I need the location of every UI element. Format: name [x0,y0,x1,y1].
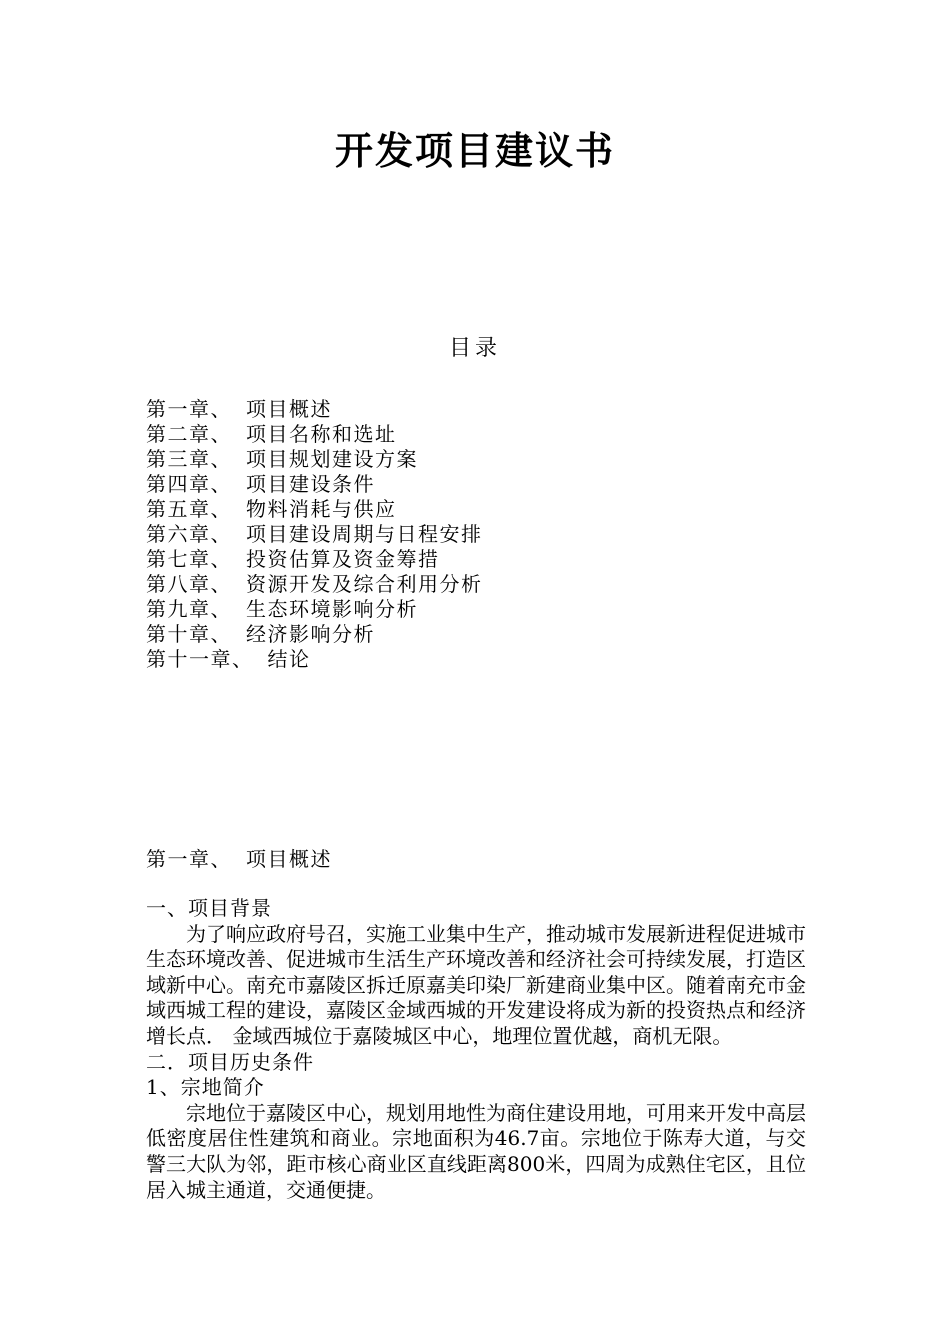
toc-item [146,472,483,497]
toc-item-number: 第二章、 [146,422,232,446]
toc-item-number: 第十一章、 [146,647,254,671]
toc-item-title: 资源开发及综合利用分析 [246,572,483,596]
toc-item [146,397,483,422]
toc-item-number: 第一章、 [146,397,232,421]
toc-item-title: 项目建设条件 [246,472,375,496]
subsection-heading: 1、宗地简介 [146,1075,265,1100]
chapter-title: 项目概述 [246,847,332,871]
toc-item [146,447,483,472]
paragraph: 为了响应政府号召，实施工业集中生产，推动城市发展新进程促进城市生态环境改善、促进城市生活生产环境改善和经济社会可持续发展，打造区域新中心。南充市嘉陵区拆迁原嘉美印染厂新建商业集中区。随着南充市金域西城工程的建设，嘉陵区金域西城的开发建设将成为新的投资热点和经济增长点． 金域西城位于嘉陵城区中心，地理位置优越，商机无限。 [146,921,806,1048]
table-of-contents [146,397,483,672]
toc-item-title: 投资估算及资金筹措 [246,547,440,571]
chapter-number: 第一章、 [146,847,232,871]
toc-item [146,497,483,522]
toc-item [146,622,483,647]
toc-item-number: 第七章、 [146,547,232,571]
chapter-heading [146,846,332,872]
section-heading: 一、项目背景 [146,896,272,920]
document-title: 开发项目建议书 [334,129,615,173]
toc-item-title: 项目规划建设方案 [246,447,418,471]
toc-item-title: 结论 [267,647,311,671]
toc-item [146,572,483,597]
toc-item-number: 第五章、 [146,497,232,521]
toc-item-number: 第四章、 [146,472,232,496]
toc-item [146,547,483,572]
toc-item-title: 经济影响分析 [246,622,375,646]
section-heading: 二．项目历史条件 [146,1049,314,1074]
toc-item-number: 第三章、 [146,447,232,471]
toc-heading: 目录 [448,336,501,361]
toc-item [146,597,483,622]
toc-item-title: 生态环境影响分析 [246,597,418,621]
paragraph: 宗地位于嘉陵区中心，规划用地性为商住建设用地，可用来开发中高层低密度居住性建筑和商业。宗地面积为46.7亩。宗地位于陈寿大道，与交警三大队为邻，距市核心商业区直线距离800米，四周为成熟住宅区，且位居入城主通道，交通便捷。 [146,1100,806,1202]
toc-item-number: 第六章、 [146,522,232,546]
toc-item [146,522,483,547]
toc-item [146,647,483,672]
toc-item-number: 第十章、 [146,622,232,646]
toc-item-title: 项目建设周期与日程安排 [246,522,483,546]
toc-item-number: 第九章、 [146,597,232,621]
toc-item-title: 项目名称和选址 [246,422,397,446]
toc-item-title: 项目概述 [246,397,332,421]
toc-item-title: 物料消耗与供应 [246,497,397,521]
chapter-body [146,896,806,1203]
toc-item [146,422,483,447]
toc-item-number: 第八章、 [146,572,232,596]
